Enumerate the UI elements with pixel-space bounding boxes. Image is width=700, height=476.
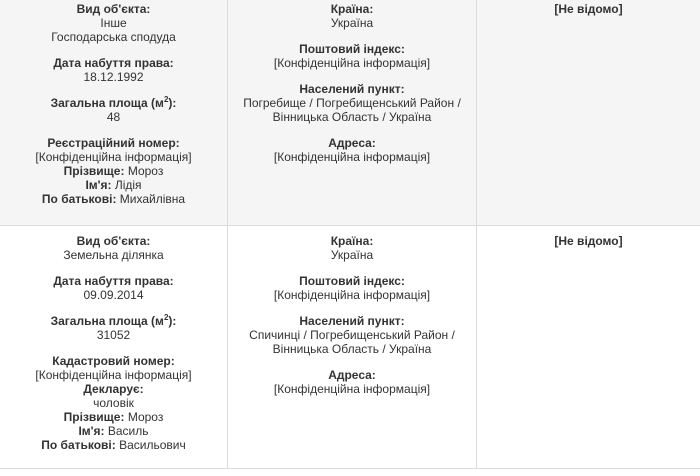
patronymic-line: По батькові: Михайлівна <box>41 192 186 206</box>
country-label: Країна: <box>330 2 374 16</box>
name-line: Ім'я: Василь <box>78 424 149 438</box>
locality-value-cont: Вінницька Область / Україна <box>272 110 432 124</box>
postal-code-value: [Конфіденційна інформація] <box>273 288 431 302</box>
registration-number-label: Реєстраційний номер: <box>47 136 180 150</box>
surname-line: Прізвище: Мороз <box>63 164 164 178</box>
patronymic-line: По батькові: Васильович <box>41 438 186 452</box>
unknown-value: [Не відомо] <box>554 234 623 248</box>
address-label: Адреса: <box>328 136 376 150</box>
locality-label: Населений пункт: <box>299 82 405 96</box>
postal-code-value: [Конфіденційна інформація] <box>273 56 431 70</box>
acquisition-date-value: 18.12.1992 <box>83 70 144 84</box>
object-info-cell <box>0 0 228 225</box>
name-line: Ім'я: Лідія <box>85 178 142 192</box>
country-label: Країна: <box>330 234 374 248</box>
object-type-value: Земельна ділянка <box>63 248 164 262</box>
extra-info-cell <box>477 0 700 225</box>
locality-value: Спичинці / Погребищенський Район / <box>249 328 455 342</box>
postal-code-label: Поштовий індекс: <box>299 42 405 56</box>
address-label: Адреса: <box>328 368 376 382</box>
locality-value-cont: Вінницька Область / Україна <box>272 342 432 356</box>
object-type-label: Вид об'єкта: <box>76 2 151 16</box>
table-row <box>0 0 700 226</box>
object-info-cell <box>0 226 228 468</box>
acquisition-date-label: Дата набуття права: <box>53 56 174 70</box>
registration-number-value: [Конфіденційна інформація] <box>35 150 192 164</box>
country-value: Україна <box>330 248 374 262</box>
acquisition-date-label: Дата набуття права: <box>53 274 174 288</box>
declarant-label: Декларує: <box>83 382 144 396</box>
object-type-label: Вид об'єкта: <box>76 234 151 248</box>
cadastral-number-value: [Конфіденційна інформація] <box>35 368 192 382</box>
object-type-value-detail: Господарська сподуда <box>51 30 176 44</box>
location-cell <box>228 0 477 225</box>
unknown-value: [Не відомо] <box>554 2 623 16</box>
total-area-label: Загальна площа $(м^2)$: <box>50 95 177 110</box>
address-value: [Конфіденційна інформація] <box>273 382 431 396</box>
object-type-value: Інше <box>100 16 127 30</box>
extra-info-cell <box>477 226 700 468</box>
declarant-value: чоловік <box>93 396 134 410</box>
total-area-value: 31052 <box>96 328 131 342</box>
country-value: Україна <box>330 16 374 30</box>
acquisition-date-value: 09.09.2014 <box>83 288 144 302</box>
table-row <box>0 226 700 469</box>
cadastral-number-label: Кадастровий номер: <box>52 354 175 368</box>
location-cell <box>228 226 477 468</box>
locality-label: Населений пункт: <box>299 314 405 328</box>
locality-value: Погребище / Погребищенський Район / <box>243 96 461 110</box>
address-value: [Конфіденційна інформація] <box>273 150 431 164</box>
total-area-value: 48 <box>106 110 121 124</box>
surname-line: Прізвище: Мороз <box>63 410 164 424</box>
postal-code-label: Поштовий індекс: <box>299 274 405 288</box>
total-area-label: Загальна площа $(м^2)$: <box>50 313 177 328</box>
